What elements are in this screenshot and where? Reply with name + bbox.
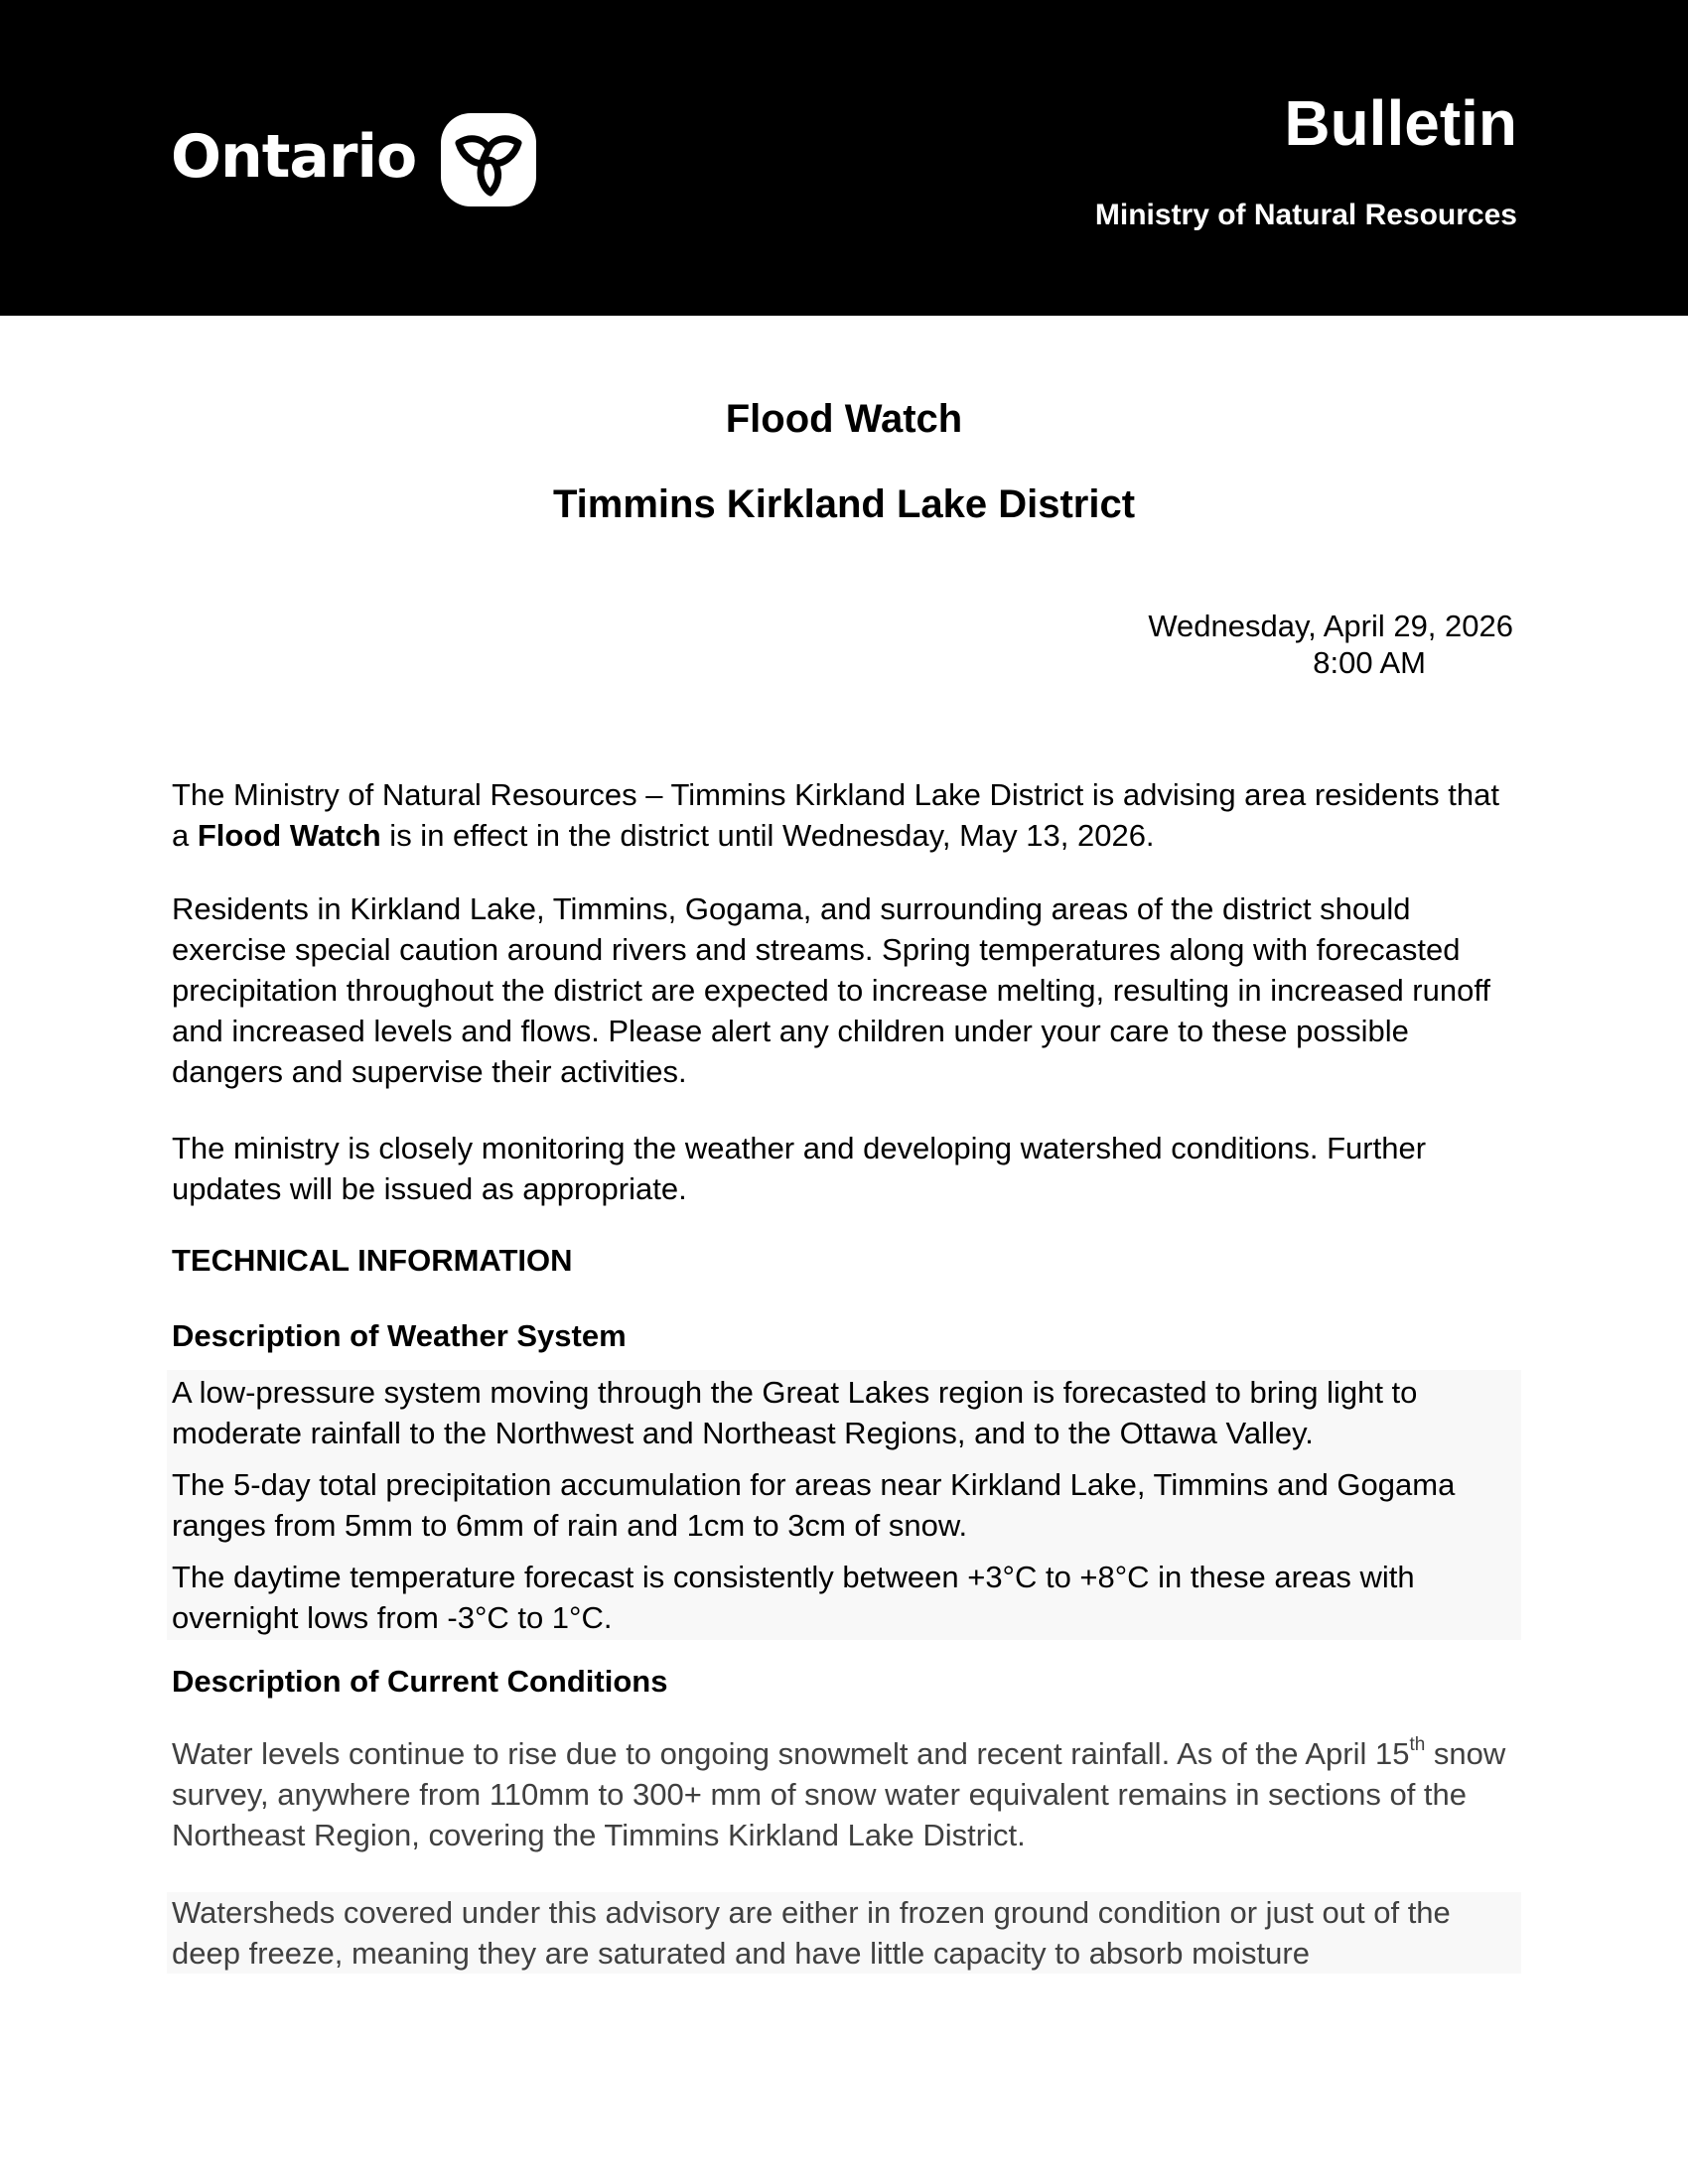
- technical-info-heading: TECHNICAL INFORMATION: [172, 1243, 573, 1278]
- page-title: Flood Watch: [725, 397, 963, 441]
- dateline: [1148, 608, 1513, 681]
- water-levels-paragraph: [172, 1733, 1522, 1855]
- weather-paragraph: A low-pressure system moving through the Great Lakes region is forecasted to bring light to moderate rainfall to the Northwest and Northeast Regions, and to the Ottawa Valley.: [172, 1375, 1418, 1450]
- watersheds-section: [167, 1892, 1521, 1974]
- bulletin-date: Wednesday, April 29, 2026: [1148, 609, 1513, 643]
- bulletin-label: Bulletin: [1284, 87, 1517, 159]
- flood-watch-emphasis: Flood Watch: [197, 818, 381, 853]
- weather-system-heading: Description of Weather System: [172, 1318, 627, 1353]
- ministry-name: Ministry of Natural Resources: [1094, 199, 1517, 231]
- intro-text-end: is in effect in the district until Wednesday, May 13, 2026.: [380, 818, 1155, 853]
- monitoring-paragraph: The ministry is closely monitoring the weather and developing watershed conditions. Further updates will be issued as appropriate.: [172, 1131, 1427, 1206]
- intro-text: The Ministry of Natural Resources – Timmins Kirkland Lake District is advising area residents that a: [172, 777, 1499, 853]
- precipitation-paragraph: The 5-day total precipitation accumulation for areas near Kirkland Lake, Timmins and Gogama ranges from 5mm to 6mm of rain and 1cm to 3cm of snow.: [172, 1467, 1456, 1543]
- district-title: Timmins Kirkland Lake District: [552, 482, 1136, 526]
- weather-system-section: [167, 1370, 1521, 1640]
- trillium-icon: [441, 113, 536, 206]
- bulletin-time: 8:00 AM: [1313, 645, 1426, 680]
- caution-paragraph: Residents in Kirkland Lake, Timmins, Gogama, and surrounding areas of the district should exercise special caution around rivers and streams. Spring temperatures along with forecasted precipitation throughout the district are expected to increase melting, resulting in increased runoff and increased levels and flows. Please alert any children under your care to these possible dangers and supervise their activities.: [172, 891, 1491, 1089]
- current-conditions-heading: Description of Current Conditions: [172, 1664, 668, 1699]
- watersheds-paragraph: Watersheds covered under this advisory are either in frozen ground condition or just out of the deep freeze, meaning they are saturated and have little capacity to absorb moisture: [172, 1895, 1451, 1971]
- ordinal-suffix: th: [1409, 1734, 1426, 1755]
- intro-paragraph: [172, 774, 1522, 856]
- water-levels-text-end: snow survey, anywhere from 110mm to 300+ mm of snow water equivalent remains in sections of the Northeast Region, covering the Timmins Kirkland Lake District.: [172, 1736, 1506, 1852]
- temperature-paragraph: The daytime temperature forecast is consistently between +3°C to +8°C in these areas with overnight lows from -3°C to 1°C.: [172, 1560, 1415, 1635]
- water-levels-text: Water levels continue to rise due to ongoing snowmelt and recent rainfall. As of the April 15: [172, 1736, 1410, 1771]
- ontario-logo-text: Ontario: [171, 122, 417, 192]
- bulletin-header: [0, 0, 1688, 316]
